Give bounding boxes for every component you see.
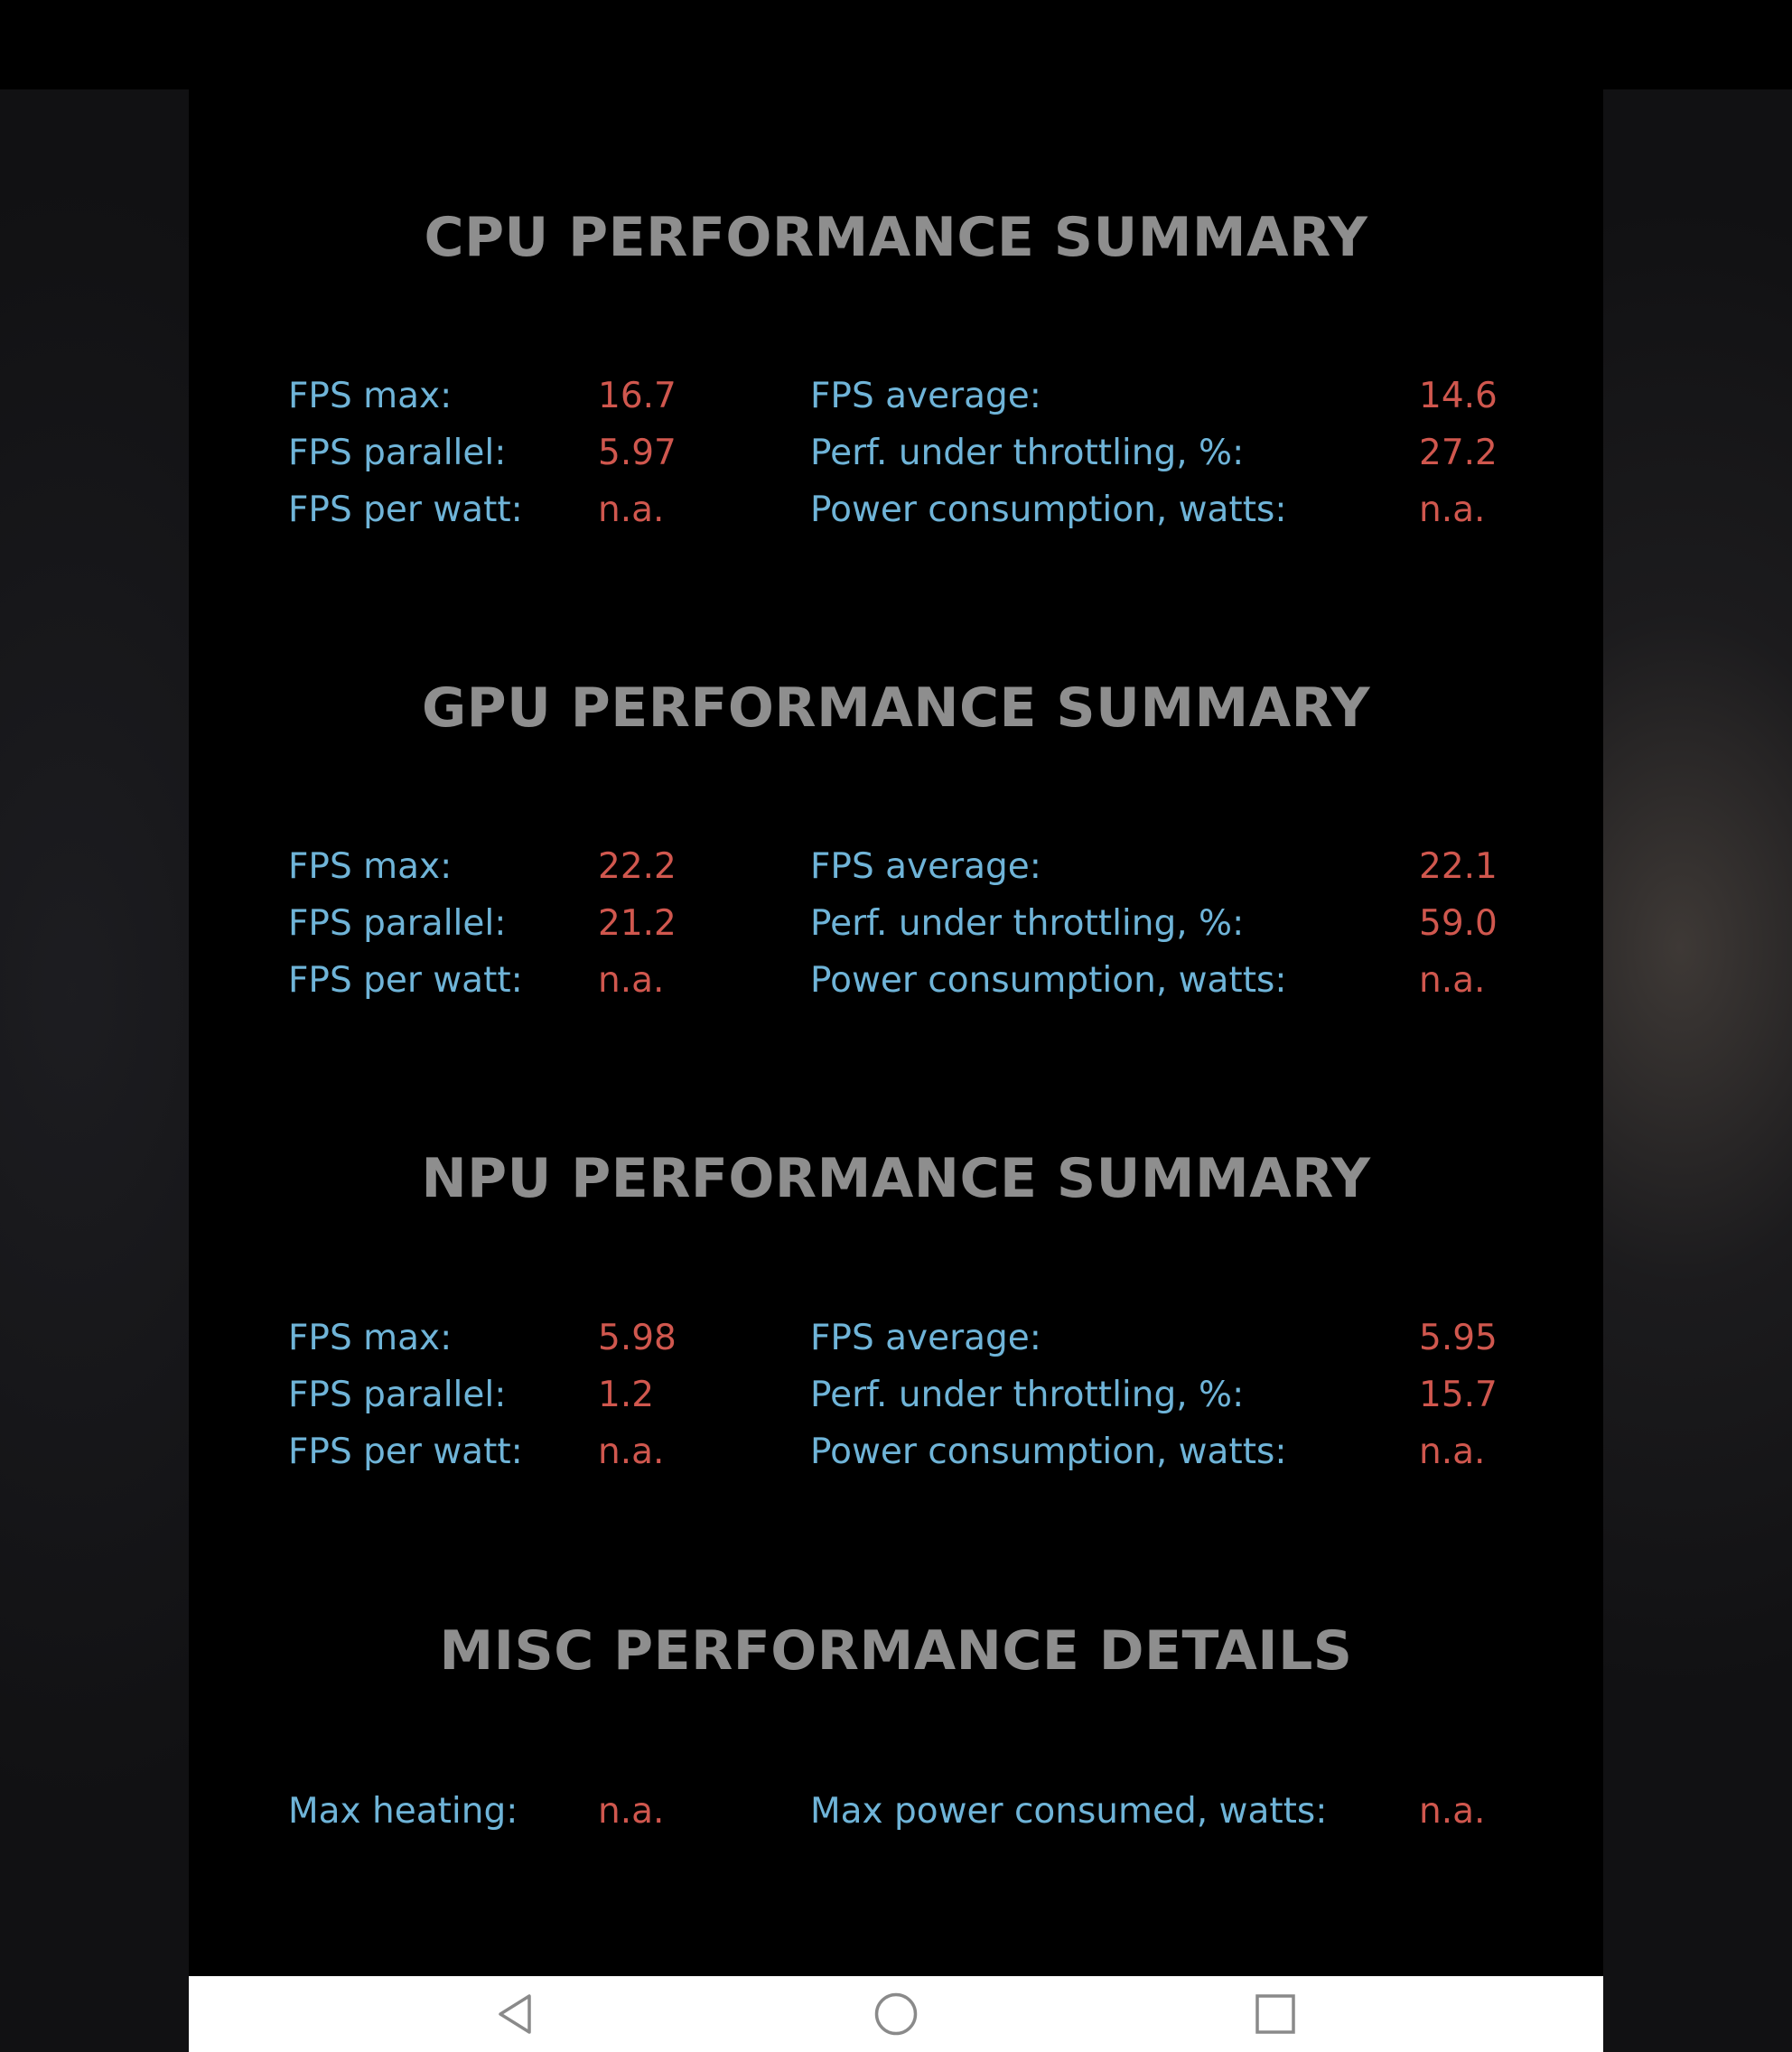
cpu-row-1 — [189, 376, 1603, 421]
gpu-throttling-value: 59.0 — [1419, 903, 1498, 944]
cpu-throttling-value: 27.2 — [1419, 433, 1498, 473]
gpu-throttling-label: Perf. under throttling, %: — [810, 903, 1245, 944]
npu-throttling-label: Perf. under throttling, %: — [810, 1375, 1245, 1415]
gpu-fps-max-label: FPS max: — [288, 846, 453, 887]
npu-row-1 — [189, 1318, 1603, 1363]
gpu-row-1 — [189, 846, 1603, 891]
max-power-consumed-label: Max power consumed, watts: — [810, 1791, 1328, 1832]
cpu-fps-per-watt-label: FPS per watt: — [288, 490, 523, 530]
npu-power-consumption-value: n.a. — [1419, 1432, 1486, 1472]
cpu-fps-average-value: 14.6 — [1419, 376, 1498, 416]
performance-panel — [189, 89, 1603, 1976]
circle-home-icon — [873, 1991, 919, 2037]
recents-button[interactable] — [1252, 1991, 1299, 2038]
home-button[interactable] — [873, 1991, 919, 2038]
gpu-fps-per-watt-label: FPS per watt: — [288, 960, 523, 1001]
cpu-power-consumption-value: n.a. — [1419, 490, 1486, 530]
npu-fps-average-value: 5.95 — [1419, 1318, 1498, 1358]
max-heating-value: n.a. — [598, 1791, 665, 1832]
npu-throttling-value: 15.7 — [1419, 1375, 1498, 1415]
cpu-fps-max-label: FPS max: — [288, 376, 453, 416]
cpu-section-title: CPU PERFORMANCE SUMMARY — [424, 206, 1368, 269]
gpu-power-consumption-label: Power consumption, watts: — [810, 960, 1287, 1001]
cpu-power-consumption-label: Power consumption, watts: — [810, 490, 1287, 530]
cpu-fps-parallel-value: 5.97 — [598, 433, 677, 473]
gpu-row-3 — [189, 960, 1603, 1005]
npu-power-consumption-label: Power consumption, watts: — [810, 1432, 1287, 1472]
gpu-section-title: GPU PERFORMANCE SUMMARY — [421, 676, 1371, 740]
max-heating-label: Max heating: — [288, 1791, 518, 1832]
max-power-consumed-value: n.a. — [1419, 1791, 1486, 1832]
npu-row-3 — [189, 1432, 1603, 1477]
cpu-row-3 — [189, 490, 1603, 535]
status-bar — [0, 0, 1792, 89]
misc-row-1 — [189, 1791, 1603, 1836]
navigation-bar — [189, 1976, 1603, 2052]
cpu-fps-average-label: FPS average: — [810, 376, 1041, 416]
npu-fps-per-watt-value: n.a. — [598, 1432, 665, 1472]
gpu-fps-max-value: 22.2 — [598, 846, 677, 887]
gpu-fps-parallel-value: 21.2 — [598, 903, 677, 944]
cpu-throttling-label: Perf. under throttling, %: — [810, 433, 1245, 473]
misc-section-title: MISC PERFORMANCE DETAILS — [439, 1619, 1353, 1683]
gpu-fps-per-watt-value: n.a. — [598, 960, 665, 1001]
npu-row-2 — [189, 1375, 1603, 1420]
cpu-fps-per-watt-value: n.a. — [598, 490, 665, 530]
npu-fps-average-label: FPS average: — [810, 1318, 1041, 1358]
cpu-row-2 — [189, 433, 1603, 478]
gpu-fps-parallel-label: FPS parallel: — [288, 903, 507, 944]
cpu-fps-parallel-label: FPS parallel: — [288, 433, 507, 473]
npu-fps-parallel-label: FPS parallel: — [288, 1375, 507, 1415]
gpu-fps-average-value: 22.1 — [1419, 846, 1498, 887]
npu-fps-max-label: FPS max: — [288, 1318, 453, 1358]
npu-section-title: NPU PERFORMANCE SUMMARY — [421, 1147, 1371, 1210]
cpu-fps-max-value: 16.7 — [598, 376, 677, 416]
back-button[interactable] — [491, 1991, 538, 2038]
npu-fps-per-watt-label: FPS per watt: — [288, 1432, 523, 1472]
gpu-power-consumption-value: n.a. — [1419, 960, 1486, 1001]
npu-fps-parallel-value: 1.2 — [598, 1375, 655, 1415]
square-recents-icon — [1254, 1992, 1297, 2036]
gpu-row-2 — [189, 903, 1603, 948]
npu-fps-max-value: 5.98 — [598, 1318, 677, 1358]
triangle-back-icon — [493, 1992, 537, 2036]
gpu-fps-average-label: FPS average: — [810, 846, 1041, 887]
